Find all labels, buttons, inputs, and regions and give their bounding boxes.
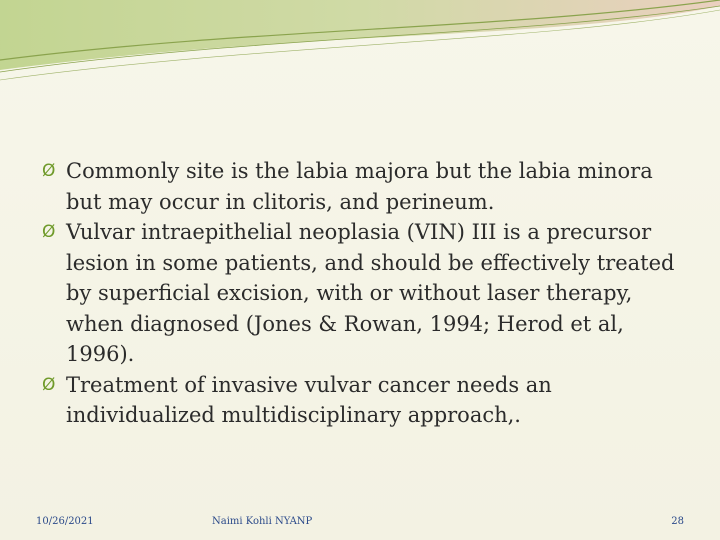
footer-author: Naimi Kohli NYANP (212, 516, 313, 527)
bullet-text: Treatment of invasive vulvar cancer needs an individualized multidisciplinary approach,. (66, 372, 552, 427)
arrow-bullet-icon: Ø (42, 161, 56, 181)
bullet-text: Vulvar intraepithelial neoplasia (VIN) III is a precursor lesion in some patients, and should be effectively treated by superficial excision, with or without laser therapy, when diagnosed (Jones & Rowan, 1994; Herod et al, 1996). (66, 220, 675, 366)
footer-date: 10/26/2021 (36, 516, 94, 527)
arrow-bullet-icon: Ø (42, 222, 56, 242)
bullet-item (42, 217, 682, 370)
header-swoosh-decoration (0, 0, 720, 90)
arrow-bullet-icon: Ø (42, 374, 56, 395)
bullet-item (42, 370, 682, 431)
bullet-list (42, 156, 682, 431)
slide-number: 28 (671, 516, 684, 527)
bullet-item (42, 156, 682, 217)
bullet-text: Commonly site is the labia majora but the labia minora but may occur in clitoris, and perineum. (66, 159, 653, 214)
